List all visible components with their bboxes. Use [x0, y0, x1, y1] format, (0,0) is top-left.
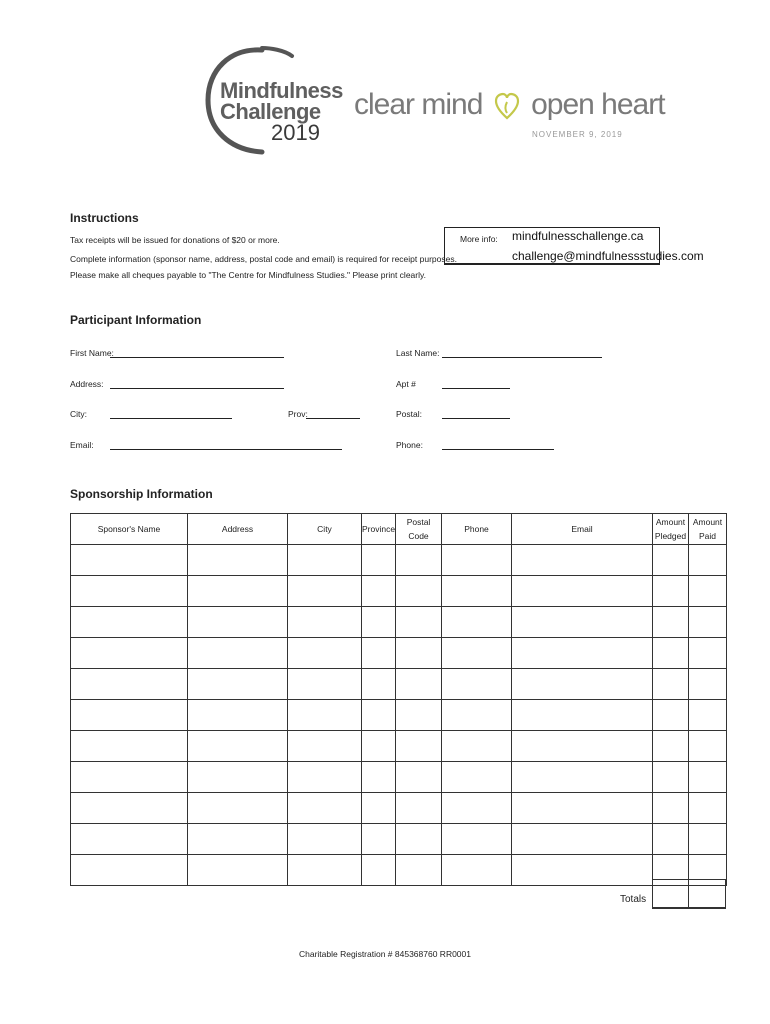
postal-label: Postal:: [396, 409, 422, 419]
instructions-line-2: Complete information (sponsor name, address, postal code and email) is required for receipt purposes.: [70, 254, 457, 264]
sponsor-cell[interactable]: [188, 731, 288, 762]
mindfulness-challenge-logo: [220, 78, 343, 145]
sponsor-cell[interactable]: [288, 576, 362, 607]
logo-line-1: Mindfulness: [220, 78, 343, 103]
sponsor-cell[interactable]: [71, 669, 188, 700]
sponsor-row: [71, 824, 727, 855]
sponsor-row: [71, 545, 727, 576]
sponsor-cell[interactable]: [396, 731, 442, 762]
sponsor-cell[interactable]: [653, 607, 689, 638]
sponsor-cell[interactable]: [689, 793, 727, 824]
instructions-heading: Instructions: [70, 211, 139, 225]
address-label: Address:: [70, 379, 104, 389]
sponsor-cell[interactable]: [442, 669, 512, 700]
sponsor-cell[interactable]: [71, 762, 188, 793]
totals-label: Totals: [620, 894, 647, 905]
sponsor-cell[interactable]: [396, 762, 442, 793]
apt-label: Apt #: [396, 379, 416, 389]
sponsor-cell[interactable]: [188, 762, 288, 793]
sponsor-row: [71, 638, 727, 669]
sponsor-cell[interactable]: [362, 669, 396, 700]
email-field[interactable]: [110, 449, 342, 450]
sponsor-cell[interactable]: [188, 638, 288, 669]
sponsor-row: [71, 855, 727, 886]
total-pledged-field[interactable]: [652, 879, 689, 909]
sponsor-row: [71, 762, 727, 793]
sponsor-row: [71, 607, 727, 638]
sponsor-cell[interactable]: [442, 576, 512, 607]
sponsor-cell[interactable]: [512, 669, 653, 700]
sponsor-cell[interactable]: [288, 545, 362, 576]
sponsor-cell[interactable]: [188, 607, 288, 638]
sponsor-cell[interactable]: [512, 824, 653, 855]
sponsor-cell[interactable]: [653, 638, 689, 669]
sponsor-cell[interactable]: [71, 638, 188, 669]
last-name-label: Last Name:: [396, 348, 440, 358]
sponsor-cell[interactable]: [362, 607, 396, 638]
col-phone: Phone: [442, 514, 512, 545]
prov-field[interactable]: [306, 418, 360, 419]
sponsor-cell[interactable]: [188, 700, 288, 731]
first-name-field[interactable]: [110, 357, 284, 358]
sponsor-cell[interactable]: [396, 855, 442, 886]
sponsor-cell[interactable]: [653, 669, 689, 700]
phone-field[interactable]: [442, 449, 554, 450]
sponsor-table: [70, 513, 727, 886]
tagline-left: clear mind: [354, 88, 483, 121]
sponsor-cell[interactable]: [71, 793, 188, 824]
col-amount-paid-line2: Paid: [698, 531, 716, 541]
participant-heading: Participant Information: [70, 313, 202, 327]
sponsor-cell[interactable]: [288, 700, 362, 731]
sponsor-cell[interactable]: [442, 607, 512, 638]
sponsor-cell[interactable]: [512, 607, 653, 638]
sponsor-cell[interactable]: [288, 762, 362, 793]
sponsor-cell[interactable]: [689, 731, 727, 762]
col-postal-code: Postal Code: [396, 514, 442, 545]
tagline-right: open heart: [531, 88, 665, 121]
sponsor-cell[interactable]: [71, 700, 188, 731]
sponsor-cell[interactable]: [442, 762, 512, 793]
email-label: Email:: [70, 440, 94, 450]
sponsor-cell[interactable]: [71, 731, 188, 762]
logo-line-2: Challenge: [220, 99, 321, 124]
sponsor-cell[interactable]: [512, 576, 653, 607]
sponsor-cell[interactable]: [288, 607, 362, 638]
sponsor-cell[interactable]: [362, 638, 396, 669]
sponsor-cell[interactable]: [362, 700, 396, 731]
sponsorship-heading: Sponsorship Information: [70, 487, 213, 501]
col-amount-paid-line1: Amount: [692, 517, 723, 527]
sponsor-cell[interactable]: [653, 824, 689, 855]
city-label: City:: [70, 409, 87, 419]
sponsor-cell[interactable]: [396, 669, 442, 700]
sponsor-cell[interactable]: [362, 731, 396, 762]
sponsor-cell[interactable]: [288, 824, 362, 855]
totals-boxes: [652, 879, 726, 911]
address-field[interactable]: [110, 388, 284, 389]
sponsor-cell[interactable]: [188, 824, 288, 855]
tagline: [354, 88, 665, 122]
sponsor-cell[interactable]: [362, 762, 396, 793]
sponsor-cell[interactable]: [689, 576, 727, 607]
sponsor-cell[interactable]: [512, 793, 653, 824]
sponsor-cell[interactable]: [288, 638, 362, 669]
sponsor-cell[interactable]: [689, 700, 727, 731]
sponsor-cell[interactable]: [188, 855, 288, 886]
sponsor-cell[interactable]: [396, 545, 442, 576]
sponsor-cell[interactable]: [362, 545, 396, 576]
sponsor-cell[interactable]: [653, 793, 689, 824]
apt-field[interactable]: [442, 388, 510, 389]
sponsor-cell[interactable]: [288, 855, 362, 886]
sponsor-cell[interactable]: [689, 669, 727, 700]
prov-label: Prov:: [288, 409, 308, 419]
last-name-field[interactable]: [442, 357, 602, 358]
sponsor-cell[interactable]: [653, 762, 689, 793]
col-amount-pledged-line2: Pledged: [654, 531, 687, 541]
sponsor-cell[interactable]: [512, 762, 653, 793]
sponsor-cell[interactable]: [188, 793, 288, 824]
sponsor-cell[interactable]: [689, 607, 727, 638]
sponsor-cell[interactable]: [71, 855, 188, 886]
logo-line-3: 2019: [271, 120, 320, 145]
sponsor-cell[interactable]: [442, 731, 512, 762]
sponsor-cell[interactable]: [362, 855, 396, 886]
sponsor-cell[interactable]: [188, 669, 288, 700]
sponsor-cell[interactable]: [71, 824, 188, 855]
sponsor-table-header: [71, 514, 727, 545]
sponsor-cell[interactable]: [442, 855, 512, 886]
col-email: Email: [512, 514, 653, 545]
sponsor-cell[interactable]: [442, 638, 512, 669]
sponsor-cell[interactable]: [396, 607, 442, 638]
sponsor-cell[interactable]: [689, 762, 727, 793]
instructions-line-1: Tax receipts will be issued for donations of $20 or more.: [70, 235, 280, 245]
charitable-registration: Charitable Registration # 845368760 RR0001: [298, 949, 471, 959]
sponsor-cell[interactable]: [71, 545, 188, 576]
more-info-label: More info:: [460, 234, 498, 244]
col-province: Province: [362, 514, 396, 545]
city-field[interactable]: [110, 418, 232, 419]
email-link[interactable]: challenge@mindfulnessstudies.com: [512, 249, 704, 263]
sponsor-row: [71, 731, 727, 762]
sponsor-cell[interactable]: [188, 545, 288, 576]
first-name-label: First Name:: [70, 348, 114, 358]
phone-label: Phone:: [396, 440, 423, 450]
sponsor-row: [71, 576, 727, 607]
sponsor-cell[interactable]: [689, 545, 727, 576]
sponsor-cell[interactable]: [512, 700, 653, 731]
sponsor-row: [71, 700, 727, 731]
sponsor-cell[interactable]: [362, 576, 396, 607]
sponsor-cell[interactable]: [689, 638, 727, 669]
col-sponsor-name: Sponsor's Name: [71, 514, 188, 545]
col-amount-pledged: [653, 514, 689, 545]
sponsor-cell[interactable]: [188, 576, 288, 607]
sponsor-cell[interactable]: [653, 731, 689, 762]
sponsor-cell[interactable]: [288, 731, 362, 762]
sponsor-cell[interactable]: [442, 700, 512, 731]
heart-icon: [494, 92, 520, 120]
sponsor-cell[interactable]: [288, 669, 362, 700]
sponsor-cell[interactable]: [653, 545, 689, 576]
event-date: NOVEMBER 9, 2019: [532, 130, 623, 139]
col-amount-pledged-line1: Amount: [655, 517, 686, 527]
sponsor-cell[interactable]: [396, 824, 442, 855]
sponsor-cell[interactable]: [71, 607, 188, 638]
website-link[interactable]: mindfulnesschallenge.ca: [512, 229, 644, 243]
sponsor-cell[interactable]: [71, 576, 188, 607]
postal-field[interactable]: [442, 418, 510, 419]
sponsor-cell[interactable]: [396, 576, 442, 607]
sponsor-cell[interactable]: [512, 731, 653, 762]
sponsor-row: [71, 669, 727, 700]
sponsor-cell[interactable]: [396, 638, 442, 669]
sponsor-cell[interactable]: [288, 793, 362, 824]
col-city: City: [288, 514, 362, 545]
sponsor-row: [71, 793, 727, 824]
sponsor-cell[interactable]: [512, 545, 653, 576]
sponsor-cell[interactable]: [442, 824, 512, 855]
sponsor-cell[interactable]: [653, 576, 689, 607]
sponsor-cell[interactable]: [362, 793, 396, 824]
sponsor-cell[interactable]: [442, 545, 512, 576]
sponsor-cell[interactable]: [396, 700, 442, 731]
col-amount-paid: [689, 514, 727, 545]
total-paid-field[interactable]: [688, 879, 726, 909]
sponsor-table-body: [71, 545, 727, 886]
sponsor-cell[interactable]: [512, 638, 653, 669]
col-address: Address: [188, 514, 288, 545]
sponsor-cell[interactable]: [653, 700, 689, 731]
sponsor-cell[interactable]: [396, 793, 442, 824]
sponsor-cell[interactable]: [442, 793, 512, 824]
sponsor-cell[interactable]: [689, 824, 727, 855]
instructions-line-3: Please make all cheques payable to "The Centre for Mindfulness Studies." Please print clearly.: [70, 270, 426, 280]
sponsor-cell[interactable]: [512, 855, 653, 886]
sponsor-cell[interactable]: [362, 824, 396, 855]
